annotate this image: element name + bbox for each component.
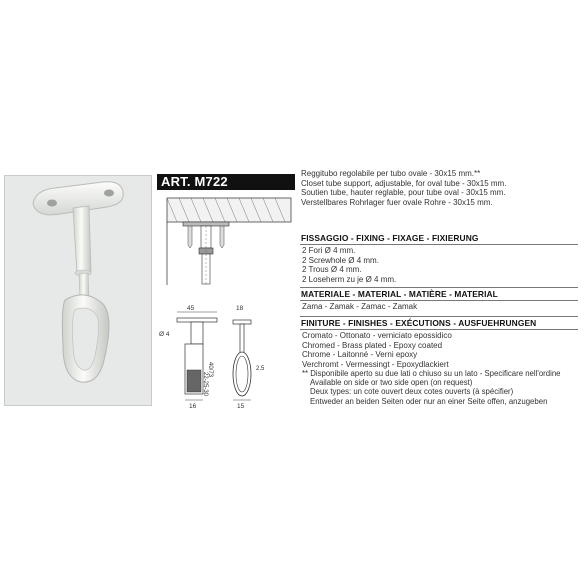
installation-detail: [167, 198, 291, 285]
note-line: Entweder an beiden Seiten oder nur an einer Seite offen, anzugeben: [310, 396, 548, 406]
dim-height-range: 22-25-30: [202, 372, 208, 397]
screw-hole: [104, 190, 114, 197]
finishes-body: [300, 330, 578, 369]
fixing-line: 2 Loseherm zu je Ø 4 mm.: [302, 274, 397, 284]
description-line: Reggitubo regolabile per tubo ovale - 30x15 mm.**: [301, 169, 481, 178]
screw-hole: [47, 200, 57, 207]
dim-width-side: 18: [236, 305, 244, 312]
material-section: [300, 287, 578, 312]
description-line: Soutien tube, hauter reglable, pour tube oval - 30x15 mm.: [301, 188, 506, 197]
fixing-line: 2 Trous Ø 4 mm.: [302, 265, 362, 275]
dim-hole: Ø 4: [159, 331, 170, 338]
dim-oval-width: 15: [237, 403, 245, 410]
availability-notes: [302, 369, 582, 406]
finishes-line: Chromed - Brass plated - Epoxy coated: [302, 340, 443, 350]
front-view: [159, 305, 217, 410]
dim-height-max: 40/73: [207, 362, 213, 378]
note-line: Available on side or two side open (on request): [310, 378, 473, 388]
fixing-line: 2 Fori Ø 4 mm.: [302, 246, 356, 255]
material-body: [300, 301, 578, 312]
technical-drawing-svg: [157, 190, 295, 410]
finishes-line: Chrome - Laitonné - Verni epoxy: [302, 350, 418, 360]
dim-base-width: 16: [189, 403, 197, 410]
product-photo: [4, 175, 152, 406]
finishes-line: Cromato - Ottonato - verniciato epossidico: [302, 331, 452, 340]
fixing-line: 2 Screwhole Ø 4 mm.: [302, 255, 379, 265]
material-line: Zama - Zamak - Zamac - Zamak: [302, 302, 418, 311]
upper-tube: [73, 206, 91, 274]
technical-drawing: [157, 190, 295, 410]
dim-thickness: 2.5: [256, 366, 265, 372]
finishes-section: [300, 316, 578, 369]
fixing-section: [300, 232, 578, 284]
side-view: [233, 305, 265, 410]
finishes-line: Verchromt - Vermessingt - Epoxydlackiert: [302, 359, 449, 369]
description-line: Verstellbares Rohrlager fuer ovale Rohre - 30x15 mm.: [301, 197, 493, 207]
dim-width-top: 45: [187, 305, 195, 312]
note-line: Deux types: un cote ouvert deux cotes ouverts (à spécifier): [310, 387, 514, 397]
description-line: Closet tube support, adjustable, for oval tube - 30x15 mm.: [301, 178, 507, 188]
product-photo-svg: [5, 176, 151, 405]
fixing-body: [300, 245, 578, 284]
finishes-heading: FINITURE - FINISHES - EXÉCUTIONS - AUSFUEHRUNGEN: [300, 317, 578, 330]
note-line: ** Disponibile aperto su due lati o chiuso su un lato - Specificare nell'ordine: [302, 369, 561, 378]
fixing-heading: FISSAGGIO - FIXING - FIXAGE - FIXIERUNG: [300, 232, 578, 245]
product-description: [301, 169, 581, 207]
material-heading: MATERIALE - MATERIAL - MATIÈRE - MATERIAL: [300, 288, 578, 301]
article-title: ART. M722: [161, 174, 228, 189]
